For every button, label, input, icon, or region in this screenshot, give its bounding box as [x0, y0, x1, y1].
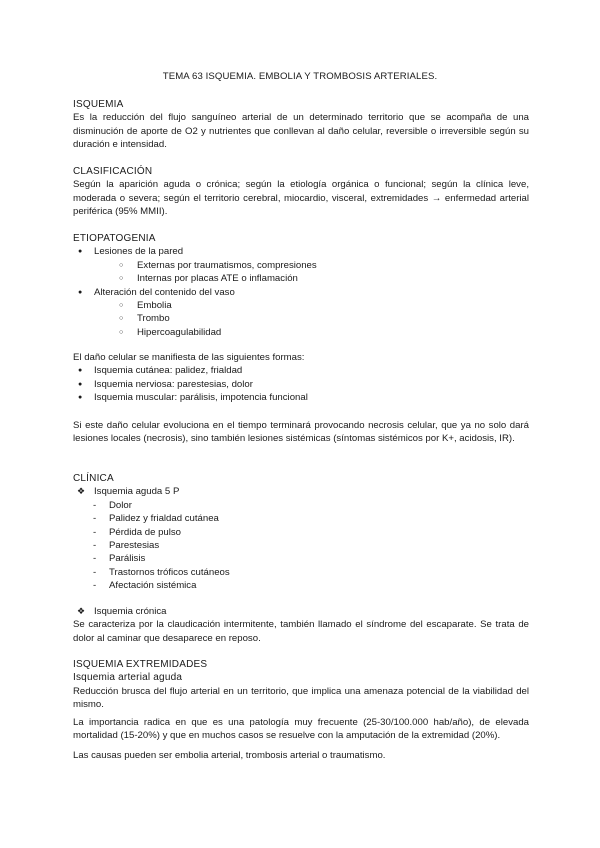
section-importancia [73, 716, 529, 743]
list-item: - Parálisis [93, 552, 529, 565]
isquemia-cronica-text: Se caracteriza por la claudicación intermitente, también llamado el síndrome del escaparate. Se trata de dolor al caminar que desaparece en reposo. [73, 619, 529, 644]
section-isquemia [73, 98, 529, 152]
list-item: ○ Embolia [115, 299, 529, 312]
list-item: - Afectación sistémica [93, 579, 529, 592]
list-item: ● Isquemia muscular: parálisis, impotencia funcional [73, 391, 529, 404]
list-item: ○ Trombo [115, 312, 529, 325]
list-item: - Parestesias [93, 539, 529, 552]
section-isquemia-cronica [73, 605, 529, 645]
heading-clasificacion: CLASIFICACIÓN [73, 166, 153, 177]
list-item: - Pérdida de pulso [93, 526, 529, 539]
list-item: ● Alteración del contenido del vaso ○ Embolia ○ Trombo ○ Hipercoagulabilidad [73, 286, 529, 340]
isquemia-aguda-list [73, 499, 529, 593]
heading-clinica: CLÍNICA [73, 473, 114, 484]
sublist-pared [94, 259, 529, 286]
isquemia-aguda-label: ❖ Isquemia aguda 5 P [73, 485, 529, 498]
section-etiopatogenia [73, 232, 529, 339]
list-item: ○ Hipercoagulabilidad [115, 326, 529, 339]
list-item: ● Isquemia nerviosa: parestesias, dolor [73, 378, 529, 391]
list-item: ● Lesiones de la pared ○ Externas por traumatismos, compresiones ○ Internas por placas ATE o inflamación [73, 245, 529, 285]
dano-list [73, 364, 529, 404]
section-causas [73, 749, 529, 762]
document-title: TEMA 63 ISQUEMIA. EMBOLIA Y TROMBOSIS ARTERIALES. [162, 71, 438, 82]
list-item: ● Isquemia cutánea: palidez, frialdad [73, 364, 529, 377]
heading-etiopatogenia: ETIOPATOGENIA [73, 233, 156, 244]
list-item: - Dolor [93, 499, 529, 512]
isquemia-cronica-label: ❖ Isquemia crónica [73, 605, 529, 618]
heading-isquemia: ISQUEMIA [73, 99, 124, 110]
extremidades-paragraph-3: Las causas pueden ser embolia arterial, trombosis arterial o traumatismo. [73, 750, 386, 761]
etiopatogenia-list [73, 245, 529, 339]
list-item: ○ Externas por traumatismos, compresiones [115, 259, 529, 272]
list-item: - Palidez y frialdad cutánea [93, 512, 529, 525]
section-dano-celular [73, 351, 529, 405]
sublist-contenido [94, 299, 529, 339]
heading-extremidades: ISQUEMIA EXTREMIDADES [73, 659, 208, 670]
section-extremidades [73, 658, 529, 712]
list-item: - Trastornos tróficos cutáneos [93, 566, 529, 579]
section-clinica [73, 472, 529, 593]
isquemia-definition: Es la reducción del flujo sanguíneo arterial de un determinado territorio que se acompaña de una disminución de aporte de O2 y nutrientes que conllevan al daño celular, reversible o irreversible según su duración e intensidad. [73, 112, 529, 151]
dano-intro: El daño celular se manifiesta de las siguientes formas: [73, 352, 305, 363]
extremidades-paragraph-1: Reducción brusca del flujo arterial en un territorio, que implica una amenaza potencial de la viabilidad del mismo. [73, 685, 529, 711]
list-item: ○ Internas por placas ATE o inflamación [115, 272, 529, 285]
extremidades-paragraph-2: La importancia radica en que es una patología muy frecuente (25-30/100.000 hab/año), de elevada mortalidad (15-20%) y que en muchos casos se resuelve con la amputación de la extremidad (20%). [73, 717, 529, 742]
clasificacion-text: Según la aparición aguda o crónica; según la etiología orgánica o funcional; según la clínica leve, moderada o severa; según el territorio cerebral, miocardio, visceral, extremidades → enfermedad arterial periférica (95% MMII). [73, 179, 529, 218]
section-evolucion [73, 419, 529, 446]
subheading-arterial-aguda: Isquemia arterial aguda [73, 672, 183, 684]
section-clasificacion [73, 165, 529, 219]
evolucion-text: Si este daño celular evoluciona en el tiempo terminará provocando necrosis celular, que ya no solo dará lesiones locales (necrosis), sino también lesiones sistémicas (síntomas sistémicos por K+, acidosis, IR). [73, 420, 529, 445]
